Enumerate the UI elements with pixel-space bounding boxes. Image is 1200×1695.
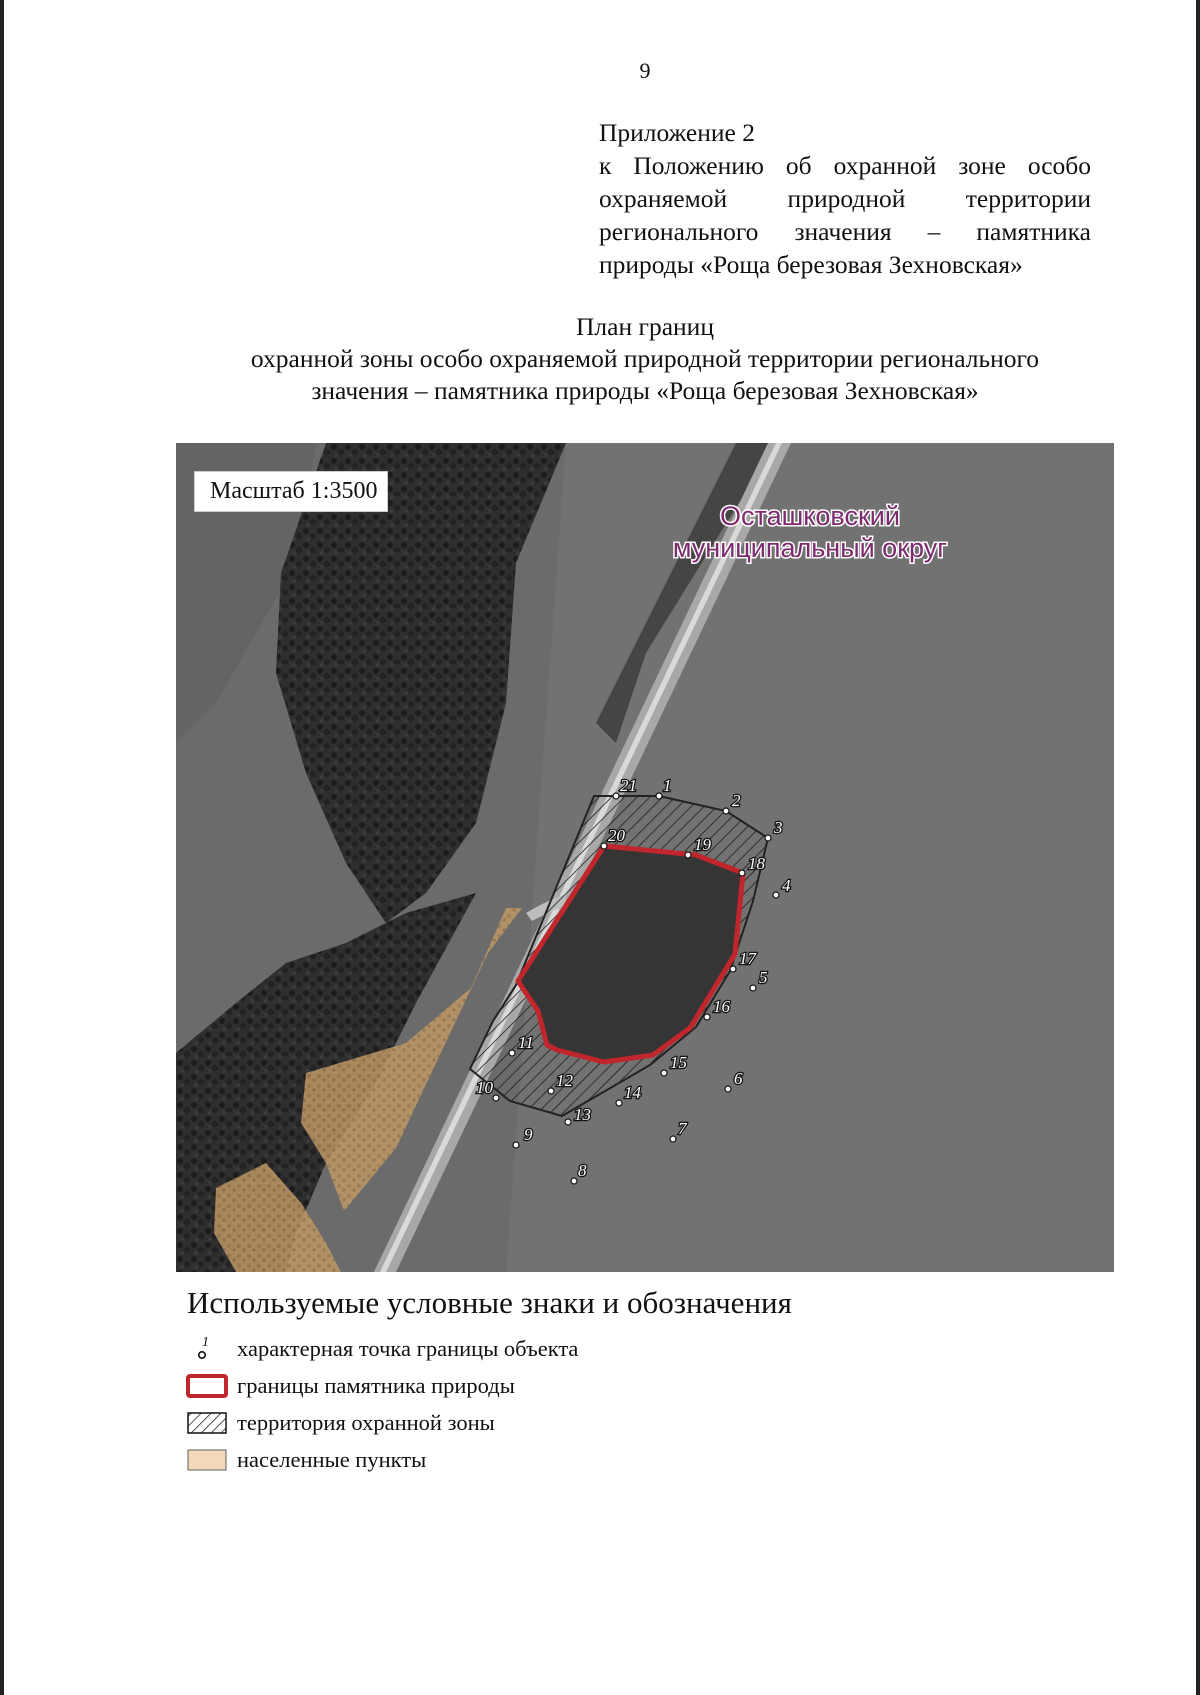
svg-text:2: 2 xyxy=(732,791,741,810)
plan-title-line-2: охранной зоны особо охраняемой природной территории регионального xyxy=(250,344,1040,373)
svg-text:8: 8 xyxy=(578,1161,587,1180)
legend-item-monument-boundary xyxy=(183,1372,983,1409)
monument-boundary-icon xyxy=(185,1372,229,1400)
legend-title: Используемые условные знаки и обозначения xyxy=(187,1285,792,1320)
svg-text:3: 3 xyxy=(774,818,783,837)
satellite-map xyxy=(176,443,1114,1272)
svg-text:1: 1 xyxy=(663,776,672,795)
svg-text:20: 20 xyxy=(608,826,625,845)
plan-title-line-1: План границ xyxy=(576,312,714,341)
svg-text:1: 1 xyxy=(202,1335,209,1350)
svg-text:6: 6 xyxy=(734,1069,743,1088)
settlement-icon xyxy=(185,1446,229,1474)
svg-text:10: 10 xyxy=(476,1078,493,1097)
svg-text:9: 9 xyxy=(524,1125,533,1144)
map-canvas xyxy=(176,443,1114,1272)
plan-title xyxy=(180,311,1110,407)
svg-text:21: 21 xyxy=(620,776,637,795)
hatched-zone-icon xyxy=(185,1409,229,1437)
plan-title-line-3: значения – памятника природы «Роща березовая Зехновская» xyxy=(311,376,979,405)
legend-label: границы памятника природы xyxy=(237,1373,515,1398)
svg-text:12: 12 xyxy=(556,1071,573,1090)
svg-text:17: 17 xyxy=(739,949,756,968)
legend-item-settlement xyxy=(183,1446,983,1483)
appendix-text: к Положению об охранной зоне особо охраняемой природной территории регионального значения – памятника природы «Роща березовая Зехновская» xyxy=(599,151,1091,279)
page-number: 9 xyxy=(639,58,651,83)
svg-text:4: 4 xyxy=(782,876,791,895)
legend-item-hatched-zone xyxy=(183,1409,983,1446)
map-scale: Масштаб 1:3500 xyxy=(194,471,388,512)
district-label-line-2: муниципальный округ xyxy=(672,533,948,563)
svg-text:7: 7 xyxy=(678,1119,687,1138)
svg-text:19: 19 xyxy=(694,835,711,854)
legend-item-boundary-point xyxy=(183,1335,983,1372)
legend-label: территория охранной зоны xyxy=(237,1410,495,1435)
appendix-note xyxy=(599,116,1091,281)
legend-label: населенные пункты xyxy=(237,1447,427,1472)
svg-text:5: 5 xyxy=(759,968,768,987)
legend xyxy=(183,1335,983,1483)
svg-text:18: 18 xyxy=(748,854,765,873)
district-label-line-1: Осташковский xyxy=(720,501,900,531)
svg-text:13: 13 xyxy=(574,1105,591,1124)
svg-text:11: 11 xyxy=(518,1033,534,1052)
svg-text:16: 16 xyxy=(713,997,730,1016)
boundary-point-icon xyxy=(185,1335,229,1363)
appendix-title: Приложение 2 xyxy=(599,118,755,147)
svg-text:14: 14 xyxy=(624,1083,641,1102)
svg-text:15: 15 xyxy=(670,1053,687,1072)
legend-label: характерная точка границы объекта xyxy=(237,1336,579,1361)
